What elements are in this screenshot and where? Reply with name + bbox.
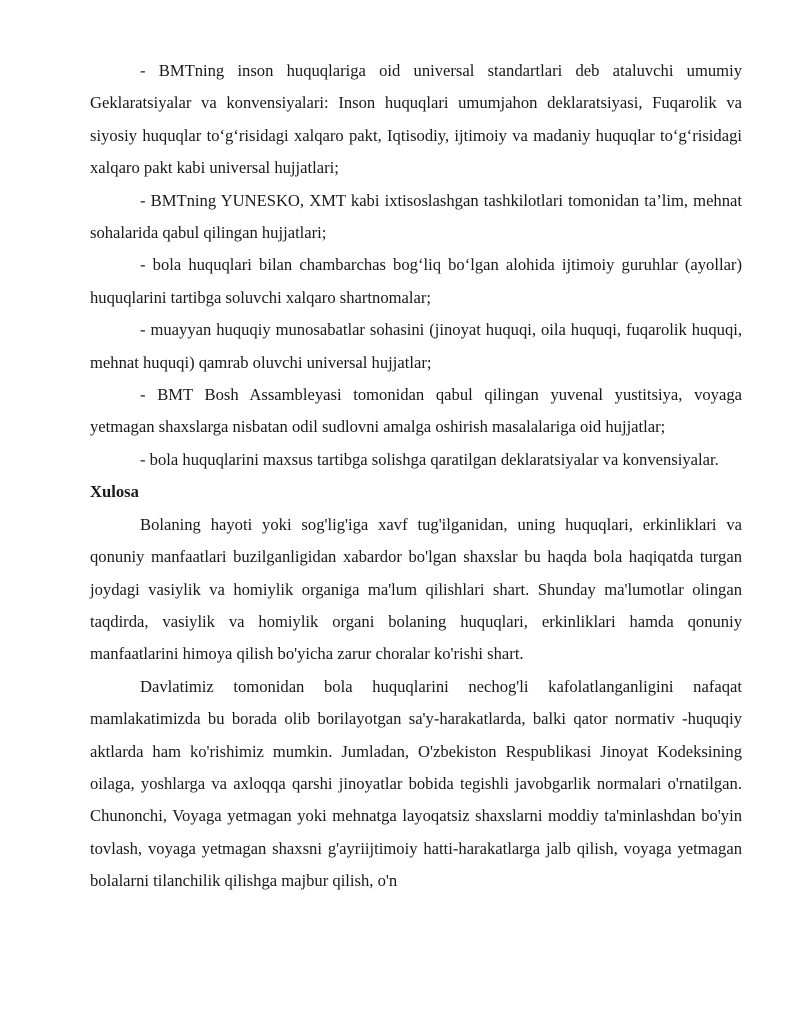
list-item: - BMTning inson huquqlariga oid universal standartlari deb ataluvchi umumiy Geklaratsiyalar va konvensiyalari: Inson huquqlari umumjahon deklaratsiyasi, Fuqarolik va siyosiy huquqlar to‘g‘risidagi xalqaro pakt, Iqtisodiy, ijtimoiy va madaniy huquqlar to‘g‘risidagi xalqaro pakt kabi universal hujjatlari;	[90, 61, 742, 178]
list-item: - BMT Bosh Assambleyasi tomonidan qabul qilingan yuvenal yustitsiya, voyaga yetmagan shaxslarga nisbatan odil sudlovni amalga oshirish masalalariga oid hujjatlar;	[90, 385, 742, 437]
list-item: - muayyan huquqiy munosabatlar sohasini (jinoyat huquqi, oila huquqi, fuqarolik huquqi, mehnat huquqi) qamrab oluvchi universal hujjatlar;	[90, 320, 742, 372]
paragraph: Davlatimiz tomonidan bola huquqlarini nechog'li kafolatlanganligini nafaqat mamlakatimizda bu borada olib borilayotgan sa'y-harakatlarda, balki qator normativ -huquqiy aktlarda ham ko'rishimiz mumkin. Jumladan, O'zbekiston Respublikasi Jinoyat Kodeksining oilaga, yoshlarga va axloqqa qarshi jinoyatlar bobida tegishli javobgarlik normalari o'rnatilgan. Chunonchi, Voyaga yetmagan yoki mehnatga layoqatsiz shaxslarni moddiy ta'minlashdan bo'yin tovlash, voyaga yetmagan shaxsni g'ayriijtimoiy hatti-harakatlarga jalb qilish, voyaga yetmagan bolalarni tilanchilik qilishga majbur qilish, o'n	[90, 676, 742, 891]
section-heading: Xulosa	[90, 482, 139, 502]
list-item: - bola huquqlarini maxsus tartibga solishga qaratilgan deklaratsiyalar va konvensiyalar.	[140, 449, 719, 469]
document-page	[90, 55, 742, 898]
list-item: - BMTning YUNESKO, XMT kabi ixtisoslashgan tashkilotlari tomonidan ta’lim, mehnat sohalarida qabul qilingan hujjatlari;	[90, 190, 742, 243]
list-item: - bola huquqlari bilan chambarchas bog‘liq bo‘lgan alohida ijtimoiy guruhlar (ayollar) huquqlarini tartibga soluvchi xalqaro shartnomalar;	[90, 255, 742, 307]
paragraph: Bolaning hayoti yoki sog'lig'iga xavf tug'ilganidan, uning huquqlari, erkinliklari va qonuniy manfaatlari buzilganligidan xabardor bo'lgan shaxslar bu haqda bola haqiqatda turgan joydagi vasiylik va homiylik organiga ma'lum qilishlari shart. Shunday ma'lumotlar olingan taqdirda, vasiylik va homiylik organi bolaning huquqlari, erkinliklari hamda qonuniy manfaatlarini himoya qilish bo'yicha zarur choralar ko'rishi shart.	[90, 514, 742, 664]
